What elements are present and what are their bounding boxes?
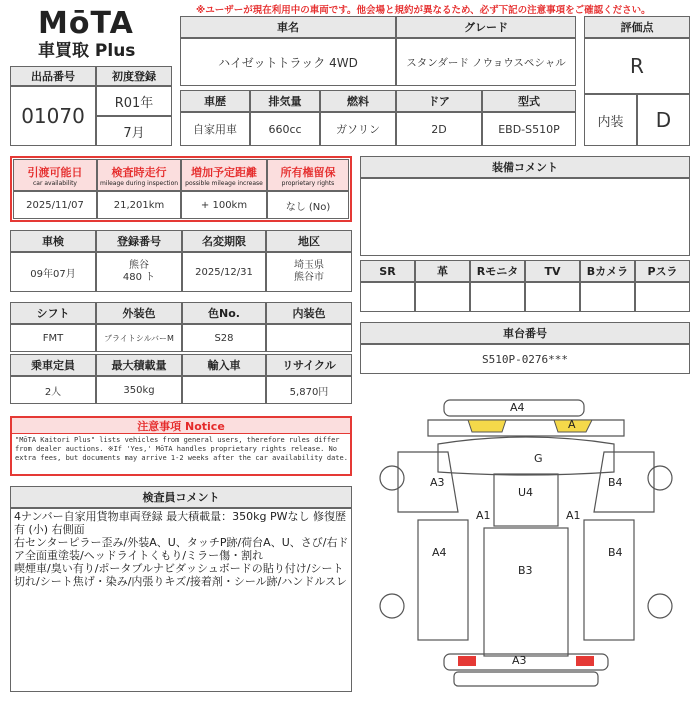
spec-displacement-value: 660cc [250,112,320,146]
reg-area-value [266,252,352,292]
front-grille-outline [428,420,624,436]
spec-history-value: 自家用車 [180,112,250,146]
body-header-interior: 内装色 [266,302,352,324]
equip-pslide-value [635,282,690,312]
logo-title: MōTA [38,6,134,41]
avail-header-increase [181,159,267,191]
avail-increase-title: 増加予定距離 [191,165,257,179]
equip-rmonitor: Rモニタ [470,260,525,282]
cap-seats-value: 2人 [10,376,96,404]
bed-outline [484,528,568,656]
spec-header-fuel: 燃料 [320,90,396,112]
listing-no-value: 01070 [10,86,96,146]
reg-header-area: 地区 [266,230,352,252]
reg-number-line1: 熊谷 [129,260,149,271]
equip-sr-value [360,282,415,312]
logo-subtitle: 車買取 Plus [38,41,136,61]
equip-tv: TV [525,260,580,282]
top-notice: ※ユーザーが現在利用中の車両です。他会場と規約が異なるため、必ず下記の注意事項をご確認ください。 [196,5,651,16]
grade-header: グレード [396,16,576,38]
equip-bcamera-value [580,282,635,312]
avail-date-value: 2025/11/07 [13,191,97,219]
notice-text: "MōTA Kaitori Plus" lists vehicles from general users, therefore rules differ from dealer auctions. ※If 'Yes,' MōTA handles proprietary rights release. No extra fees, but documents may arrive 1-2 weeks after the car availability date. [15,436,348,462]
damage-diagram [358,392,694,698]
avail-rights-title: 所有権留保 [280,165,336,179]
body-header-colorno: 色No. [182,302,266,324]
cap-header-recycle: リサイクル [266,354,352,376]
diag-bed: B3 [518,564,533,577]
equip-sr: SR [360,260,415,282]
spec-model-value: EBD-S510P [482,112,576,146]
left-front-panel-outline [398,452,458,512]
equipment-comment-area [360,178,690,256]
avail-rights-sub: proprietary rights [281,179,335,187]
reg-deadline-value: 2025/12/31 [182,252,266,292]
avail-header-mileage [97,159,181,191]
reg-number-value [96,252,182,292]
interior-label: 内装 [584,94,637,146]
diag-right-front: B4 [608,476,623,489]
cap-recycle-value: 5,870円 [266,376,352,404]
diag-left-front: A3 [430,476,445,489]
diag-front-top: A4 [510,401,525,414]
first-reg-year: R01年 [96,86,172,116]
hood-outline [438,437,614,475]
reg-header-deadline: 名変期限 [182,230,266,252]
reg-area-line2: 熊谷市 [294,272,324,283]
body-header-shift: シフト [10,302,96,324]
inspector-header: 検査員コメント [10,486,352,508]
cap-header-import: 輸入車 [182,354,266,376]
front-left-highlight [468,420,506,432]
first-reg-month: 7月 [96,116,172,146]
equipment-header: 装備コメント [360,156,690,178]
spec-fuel-value: ガソリン [320,112,396,146]
equip-tv-value [525,282,580,312]
body-header-exterior: 外装色 [96,302,182,324]
cap-import-value [182,376,266,404]
vehicle-diagram-svg [358,392,694,698]
listing-no-header: 出品番号 [10,66,96,86]
chassis-value: S510P-0276*** [360,344,690,374]
car-name-value: ハイゼットトラック 4WD [180,38,396,86]
avail-increase-sub: possible mileage increase [185,179,263,187]
spec-header-door: ドア [396,90,482,112]
diag-hood: G [534,452,543,465]
avail-header-date [13,159,97,191]
right-front-panel-outline [594,452,654,512]
body-interior-value [266,324,352,352]
left-bed-side-outline [418,520,468,640]
body-shift-value: FMT [10,324,96,352]
avail-header-rights [267,159,349,191]
reg-header-shaken: 車検 [10,230,96,252]
spec-header-history: 車歴 [180,90,250,112]
score-value: R [584,38,690,94]
diag-roof: U4 [518,486,534,499]
diag-left-bed: A4 [432,546,447,559]
notice-header: 注意事項 Notice [12,418,350,434]
diag-front-right: A [568,418,576,431]
right-bed-side-outline [584,520,634,640]
wheel-front-left [380,466,404,490]
wheel-front-right [648,466,672,490]
diag-left-sill: A1 [476,509,491,522]
grade-value: スタンダード ノウョウスペシャル [396,38,576,86]
avail-mileage-value: 21,201km [97,191,181,219]
spec-header-model: 型式 [482,90,576,112]
diag-rear: A3 [512,654,527,667]
equip-leather: 革 [415,260,470,282]
diag-right-bed: B4 [608,546,623,559]
avail-date-sub: car availability [33,179,77,187]
interior-value: D [637,94,690,146]
avail-date-title: 引渡可能日 [27,165,83,179]
reg-number-line2: 480 ト [122,272,156,283]
rear-left-light [458,656,476,666]
reg-area-line1: 埼玉県 [294,260,324,271]
roof-outline [494,474,558,526]
avail-increase-value: + 100km [181,191,267,219]
mota-logo [38,8,178,64]
reg-header-number: 登録番号 [96,230,182,252]
equip-leather-value [415,282,470,312]
rear-gate-outline [454,672,598,686]
cap-header-load: 最大積載量 [96,354,182,376]
reg-shaken-value: 09年07月 [10,252,96,292]
avail-mileage-title: 検査時走行 [111,165,167,179]
avail-mileage-sub: mileage during inspection [99,179,179,187]
body-exterior-value: ブライトシルバーM [96,324,182,352]
cap-load-value: 350kg [96,376,182,404]
avail-rights-value: なし (No) [267,191,349,219]
spec-header-displacement: 排気量 [250,90,320,112]
equip-bcamera: Bカメラ [580,260,635,282]
cap-header-seats: 乗車定員 [10,354,96,376]
equip-pslide: Pスラ [635,260,690,282]
wheel-rear-left [380,594,404,618]
rear-right-light [576,656,594,666]
car-name-header: 車名 [180,16,396,38]
wheel-rear-right [648,594,672,618]
spec-door-value: 2D [396,112,482,146]
inspector-text: 4ナンバー自家用貨物車両登録 最大積載量：350kg PWなし 修復歴有 (小) 右側面 右センターピラー歪み/外装A、U、タッチP跡/荷台A、U、さび/右ドア全面重塗装/ヘッドライトくもり/ミラー傷・割れ 喫煙車/臭い有り/ポータブルナビダッシュボードの貼り付け/シート切れ/シート焦げ・染み/内張りキズ/接着剤・シール跡/ハンドルスレ [14,510,349,588]
first-reg-header: 初度登録 [96,66,172,86]
chassis-header: 車台番号 [360,322,690,344]
score-header: 評価点 [584,16,690,38]
equip-rmonitor-value [470,282,525,312]
diag-right-sill: A1 [566,509,581,522]
body-colorno-value: S28 [182,324,266,352]
